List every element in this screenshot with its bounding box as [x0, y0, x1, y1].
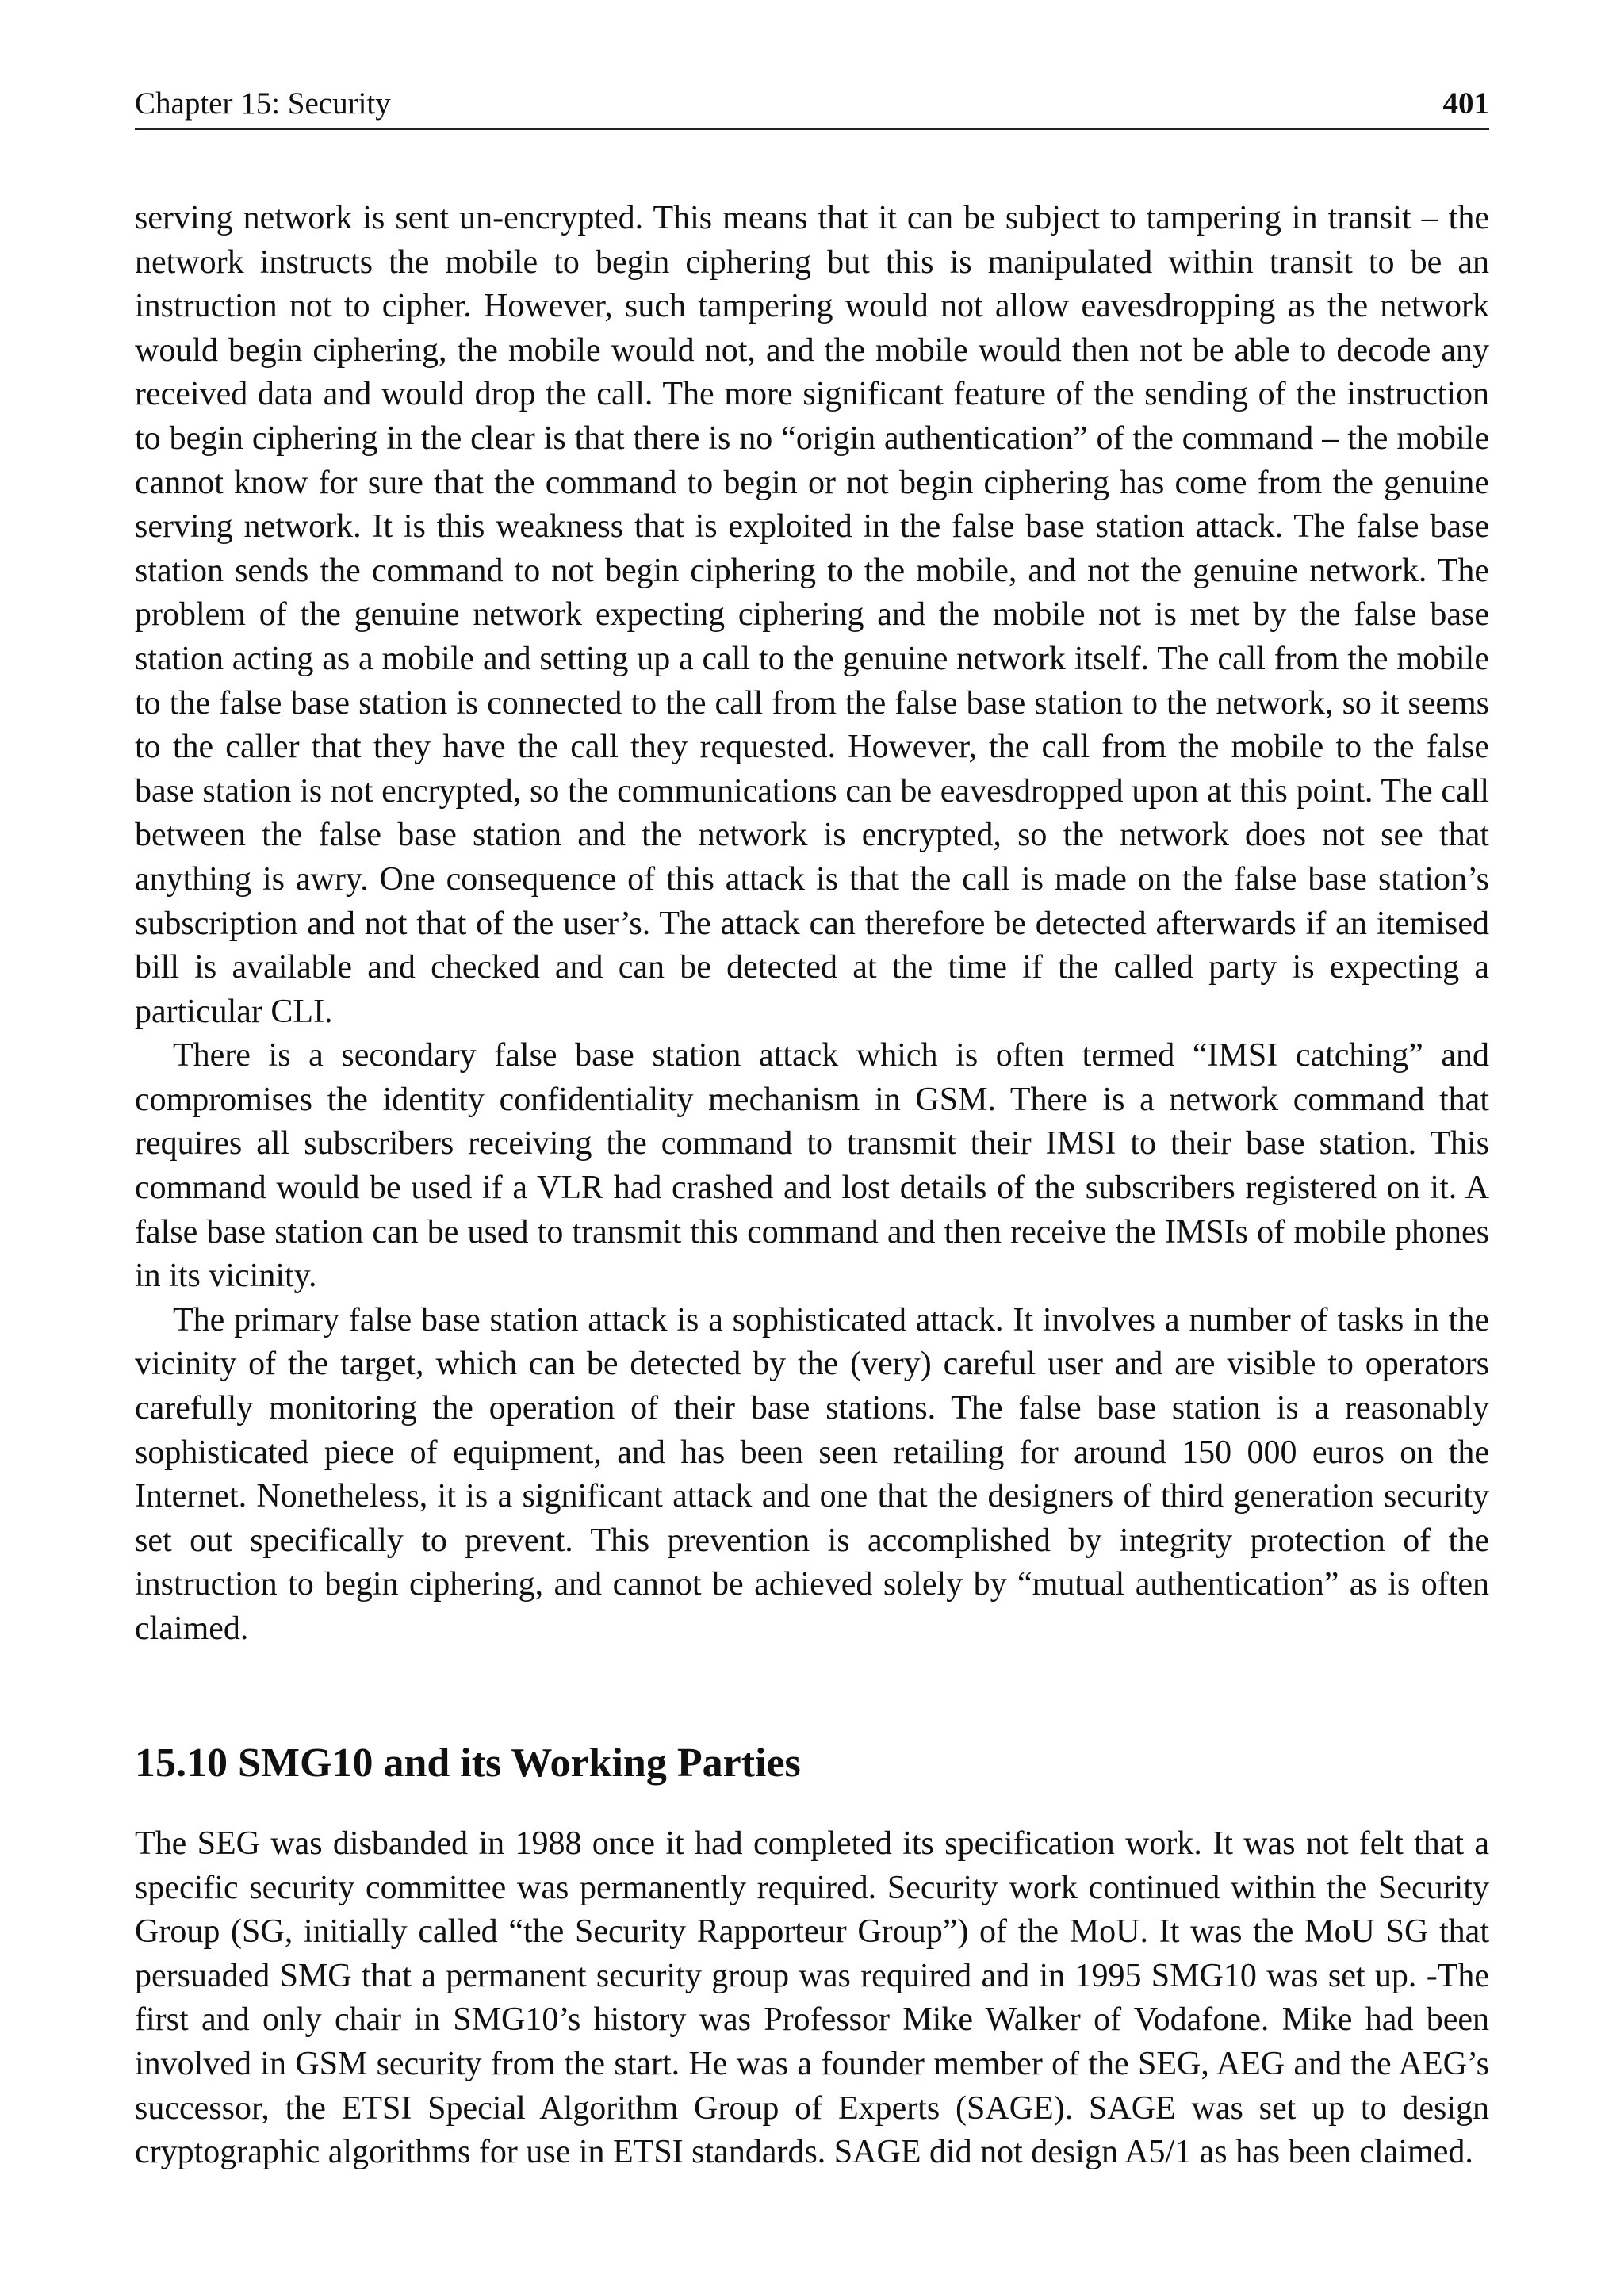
- chapter-title: Chapter 15: Security: [135, 86, 391, 121]
- body-text: [135, 197, 1489, 1652]
- paragraph-imsi-catching: There is a secondary false base station attack which is often termed “IMSI catching” and compromises the identity confidentiality mechanism in GSM. There is a network command that requires all subscribers receiving the command to transmit their IMSI to their base station. This command would be used if a VLR had crashed and lost details of the subscribers registered on it. A false base station can be used to transmit this command and then receive the IMSIs of mobile phones in its vicinity.: [135, 1037, 1489, 1295]
- page-number: 401: [1442, 86, 1489, 121]
- section-heading: 15.10 SMG10 and its Working Parties: [135, 1740, 801, 1786]
- book-page: [135, 0, 1489, 2290]
- paragraph-smg10: The SEG was disbanded in 1988 once it had completed its specification work. It was not felt that a specific security committee was permanently required. Security work continued within the Security Group (SG, initially called “the Security Rapporteur Group”) of the MoU. It was the MoU SG that persuaded SMG that a permanent security group was required and in 1995 SMG10 was set up. -The first and only chair in SMG10’s history was Professor Mike Walker of Vodafone. Mike had been involved in GSM security from the start. He was a founder member of the SEG, AEG and the AEG’s successor, the ETSI Special Algorithm Group of Experts (SAGE). SAGE was set up to design cryptographic algorithms for use in ETSI standards. SAGE did not design A5/1 as has been claimed.: [135, 1825, 1489, 2171]
- paragraph-primary-attack: The primary false base station attack is a sophisticated attack. It involves a number of tasks in the vicinity of the target, which can be detected by the (very) careful user and are visible to operators carefully monitoring the operation of their base stations. The false base station is a reasonably sophisticated piece of equipment, and has been seen retailing for around 150 000 euros on the Internet. Nonetheless, it is a significant attack and one that the designers of third generation security set out specifically to prevent. This prevention is accomplished by integrity protection of the instruction to begin ciphering, and cannot be achieved solely by “mutual authentication” as is often claimed.: [135, 1301, 1489, 1647]
- running-header: [135, 79, 1489, 130]
- section-body: [135, 1822, 1489, 2175]
- paragraph-false-base-station: serving network is sent un-encrypted. This means that it can be subject to tampering in transit – the network instructs the mobile to begin ciphering but this is manipulated within transit to be an instruction not to cipher. However, such tampering would not allow eavesdropping as the network would begin ciphering, the mobile would not, and the mobile would then not be able to decode any received data and would drop the call. The more significant feature of the sending of the instruction to begin ciphering in the clear is that there is no “origin authentication” of the command – the mobile cannot know for sure that the command to begin or not begin ciphering has come from the genuine serving network. It is this weakness that is exploited in the false base station attack. The false base station sends the command to not begin ciphering to the mobile, and not the genuine network. The problem of the genuine network expecting ciphering and the mobile not is met by the false base station acting as a mobile and setting up a call to the genuine network itself. The call from the mobile to the false base station is connected to the call from the false base station to the network, so it seems to the caller that they have the call they requested. However, the call from the mobile to the false base station is not encrypted, so the communications can be eavesdropped upon at this point. The call between the false base station and the network is encrypted, so the network does not see that anything is awry. One consequence of this attack is that the call is made on the false base station’s subscription and not that of the user’s. The attack can therefore be detected afterwards if an itemised bill is available and checked and can be detected at the time if the called party is expecting a particular CLI.: [135, 200, 1489, 1030]
